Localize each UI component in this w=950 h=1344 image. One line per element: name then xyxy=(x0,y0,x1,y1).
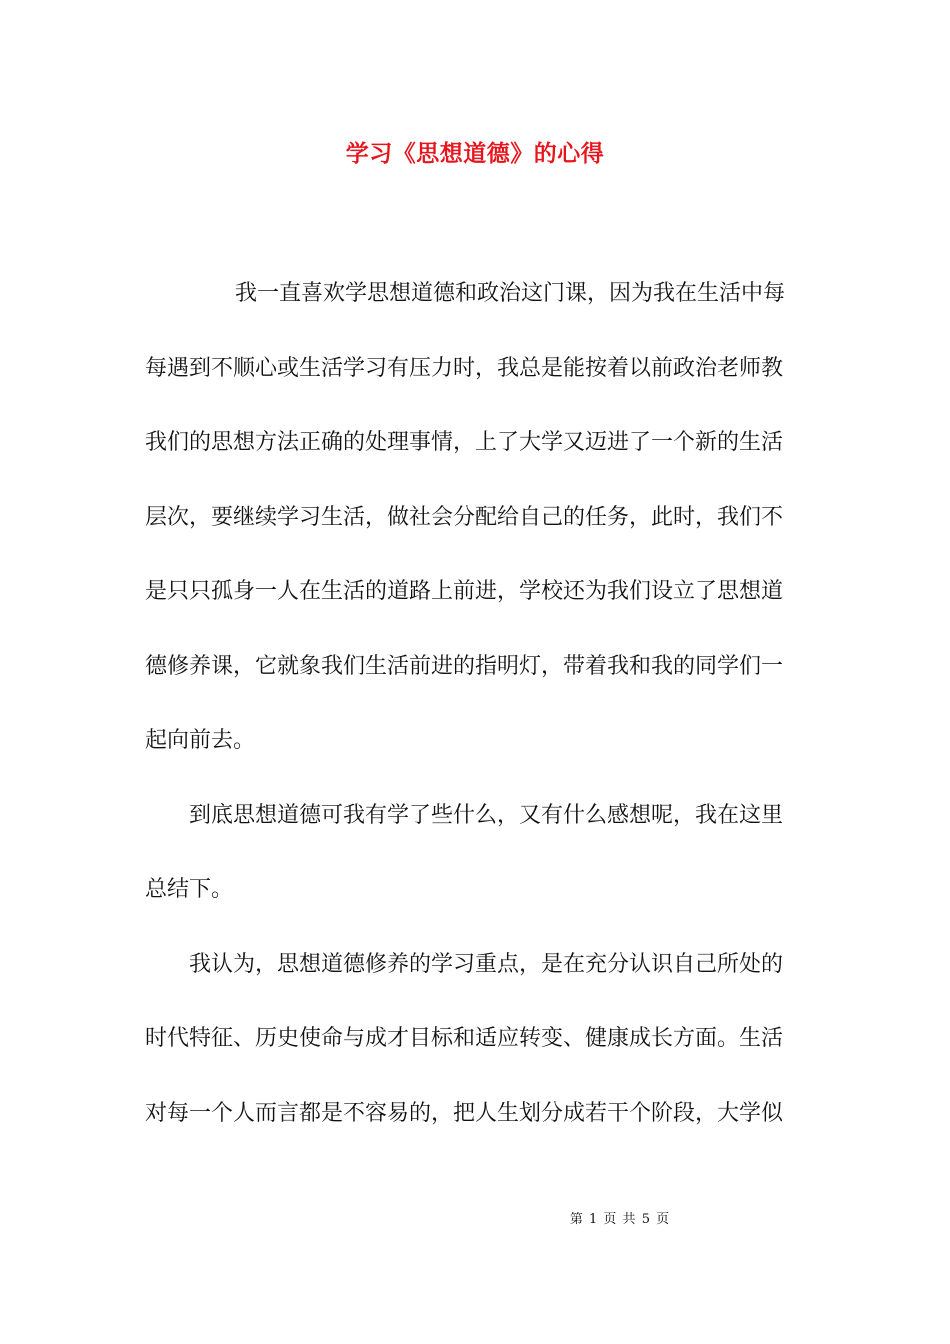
document-body xyxy=(145,275,807,1169)
text-line: 我们的思想方法正确的处理事情，上了大学又迈进了一个新的生活 xyxy=(145,430,784,455)
text-line: 是只只孤身一人在生活的道路上前进，学校还为我们设立了思想道 xyxy=(145,579,784,604)
text-line: 层次，要继续学习生活，做社会分配给自己的任务，此时，我们不 xyxy=(145,504,784,530)
text-line: 每遇到不顺心或生活学习有压力时，我总是能按着以前政治老师教 xyxy=(145,355,784,381)
text-line: 到底思想道德可我有学了些什么，又有什么感想呢，我在这里 xyxy=(189,802,784,828)
text-line: 起向前去。 xyxy=(145,728,256,753)
text-line: 我一直喜欢学思想道德和政治这门课，因为我在生活中每 xyxy=(235,281,786,306)
text-line: 总结下。 xyxy=(145,877,234,902)
text-line: 我认为，思想道德修养的学习重点，是在充分认识自己所处的 xyxy=(189,951,784,977)
text-line: 德修养课，它就象我们生活前进的指明灯，带着我和我的同学们一 xyxy=(145,653,784,679)
document-title: 学习《思想道德》的心得 xyxy=(345,140,605,167)
page-footer: 第 1 页 共 5 页 xyxy=(569,1212,671,1227)
text-line: 对每一个人而言都是不容易的，把人生划分成若干个阶段，大学似 xyxy=(145,1100,784,1126)
text-line: 时代特征、历史使命与成才目标和适应转变、健康成长方面。生活 xyxy=(145,1026,784,1051)
